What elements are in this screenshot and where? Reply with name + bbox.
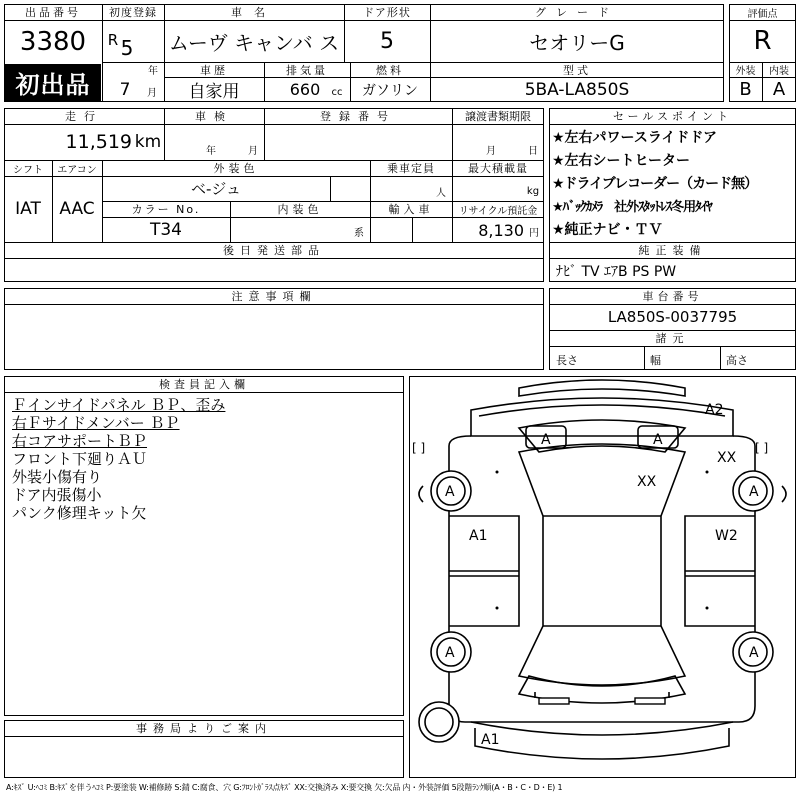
sales-point-item: ★ドライブレコーダー（カード無） [552, 176, 758, 192]
int-color-unit: 系 [354, 227, 364, 238]
mileage-label: 走行 [65, 110, 103, 123]
capacity-label: 乗車定員 [387, 162, 435, 175]
model-code: 5BA-LA850S [524, 79, 630, 100]
load-label: 最大積載量 [468, 162, 528, 175]
damage-mark: A [541, 432, 551, 448]
inspector-note: 右Ｆサイドメンバー ＢＰ [12, 414, 180, 432]
shift: IAT [15, 199, 41, 219]
mileage-unit: km [134, 132, 162, 152]
width-label: 幅 [650, 354, 661, 367]
legend: A:ｷｽﾞ U:ﾍｺﾐ B:ｷｽﾞを伴うﾍｺﾐ P:要塗装 W:補修跡 S:錆 C:腐食、穴 G:ﾌﾛﾝﾄｶﾞﾗｽ点ｷｽﾞ XX:交換済み X:要交換 欠:欠品 内・外装評価 5段階ﾗﾝｸ順(A・B・C・D・E) 1 [6, 783, 563, 792]
inspection-label: 車検 [195, 110, 233, 123]
damage-mark: A [445, 645, 455, 661]
month-unit: 月 [147, 87, 157, 99]
first-reg-label: 初度登録 [109, 6, 157, 19]
inspection-year-unit: 年 [206, 145, 216, 156]
damage-mark: A [749, 484, 759, 500]
sales-points-label: セールスポイント [612, 110, 732, 123]
office-label: 事務局よりご案内 [136, 722, 272, 735]
displacement-unit: cc [331, 86, 343, 98]
color-no-label: カラー No. [131, 203, 201, 216]
sales-point-item: ★左右パワースライドドア [552, 130, 718, 146]
doors: 5 [380, 28, 394, 54]
chassis-label: 車台番号 [642, 290, 703, 303]
bracket-left: [ ] [412, 441, 426, 455]
load-unit: kg [526, 185, 540, 197]
int-score: A [772, 79, 786, 100]
length-label: 長さ [556, 354, 578, 367]
lot-number: 3380 [19, 27, 87, 57]
displacement: 660 [289, 80, 321, 99]
equipment: ﾅﾋﾞ TV ｴｱB PS PW [556, 264, 677, 280]
displacement-label: 排気量 [286, 63, 328, 77]
damage-mark: A [653, 432, 663, 448]
inspector-note: ドア内張傷小 [12, 486, 102, 504]
damage-mark: XX [637, 474, 657, 490]
damage-mark: A [749, 645, 759, 661]
sales-point-item: ★左右シートヒーター [552, 153, 690, 169]
door-label: ドア形状 [363, 6, 411, 19]
ext-score-label: 外装 [735, 66, 756, 77]
inspection-month-unit: 月 [248, 145, 258, 156]
color-no: T34 [149, 219, 183, 240]
damage-mark: A2 [705, 402, 724, 418]
inspector-note: フロント下廻りＡＵ [12, 450, 148, 468]
inspector-note: Ｆインサイドパネル ＢＰ、歪み [12, 396, 226, 414]
inspector-note: パンク修理キット欠 [12, 504, 147, 522]
import-label: 輸入車 [388, 203, 434, 216]
sales-point-item: ★ﾊﾞｯｸｶﾒﾗ 社外ｽﾀｯﾄﾚｽ冬用ﾀｲﾔ [552, 200, 712, 215]
bracket-right: [ ] [755, 441, 769, 455]
damage-mark: XX [717, 450, 737, 466]
score-label: 評価点 [747, 8, 778, 20]
ac-label: エアコン [57, 164, 97, 176]
lot-number-label: 出品番号 [25, 6, 81, 19]
inspector-note: 外装小傷有り [12, 468, 103, 486]
later-parts-label: 後日発送部品 [223, 244, 325, 257]
transfer-day-unit: 日 [528, 145, 538, 156]
damage-mark: W2 [715, 528, 738, 544]
ext-color: ベ-ジュ [190, 180, 242, 198]
transfer-month-unit: 月 [486, 145, 496, 156]
history-label: 車歴 [200, 63, 228, 77]
inspector-label: 検査員記入欄 [159, 378, 249, 391]
recycle: 8,130 [478, 220, 524, 240]
history: 自家用 [188, 82, 240, 102]
car-diagram [409, 376, 796, 778]
damage-mark: A1 [469, 528, 488, 544]
chassis-number: LA850S-0037795 [607, 308, 738, 326]
damage-mark: A [445, 484, 455, 500]
year-unit: 年 [148, 66, 158, 77]
mileage: 11,519 [65, 131, 132, 153]
plate-label: 登録番号 [320, 110, 396, 123]
inspector-note: 右コアサポートＢＰ [12, 432, 148, 450]
fuel-label: 燃料 [376, 63, 404, 77]
recycle-label: リサイクル預託金 [458, 205, 538, 217]
recycle-unit: 円 [529, 227, 539, 238]
grade-label: グレード [535, 6, 619, 19]
ac: AAC [59, 199, 95, 219]
int-score-label: 内装 [769, 66, 789, 77]
reg-year: 5 [120, 36, 134, 60]
int-color-label: 内装色 [277, 203, 323, 216]
fuel: ガソリン [362, 82, 418, 99]
damage-mark: A1 [481, 732, 500, 748]
car-name-label: 車名 [231, 6, 277, 19]
sales-point-item: ★純正ナビ・ＴＶ [552, 222, 663, 238]
first-listing-badge: 初出品 [5, 64, 101, 101]
grade: セオリーG [529, 30, 625, 55]
car-name: ムーヴ キャンバ ス [168, 30, 340, 55]
reg-month: 7 [119, 80, 131, 100]
transfer-label: 譲渡書類期限 [465, 110, 531, 123]
shift-label: シフト [13, 164, 43, 176]
ext-color-label: 外装色 [213, 162, 259, 175]
equipment-label: 純正装備 [638, 244, 707, 257]
capacity-unit: 人 [436, 187, 446, 198]
ext-score: B [739, 79, 752, 100]
model-code-label: 型式 [563, 63, 591, 77]
dims-label: 諸元 [655, 332, 690, 345]
era: R [107, 31, 119, 49]
score: R [753, 26, 772, 56]
caution-label: 注意事項欄 [231, 290, 317, 303]
height-label: 高さ [726, 354, 748, 367]
